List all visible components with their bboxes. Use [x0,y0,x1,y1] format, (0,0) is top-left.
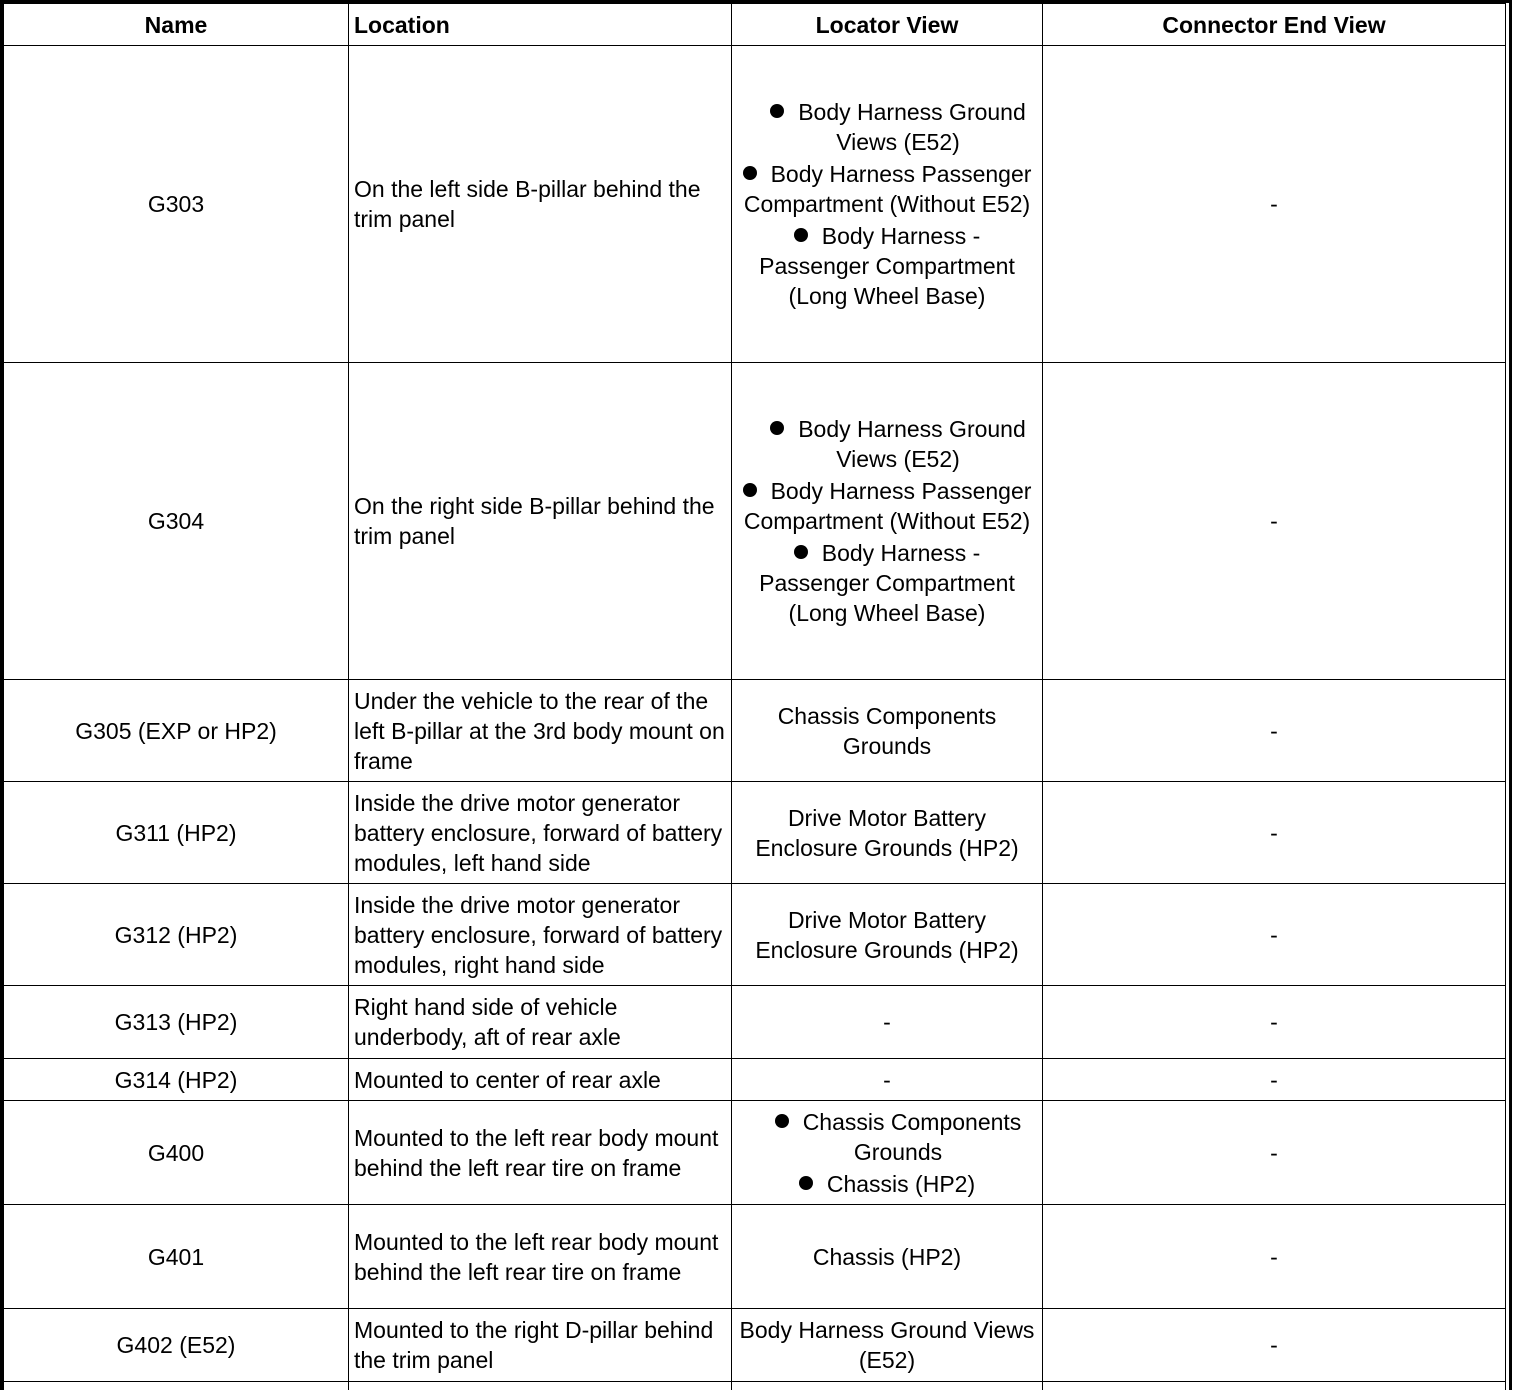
table-row [4,1101,1506,1205]
cell-location: Under the vehicle to the rear of the left B-pillar at the 3rd body mount on frame [349,680,732,782]
table-row [4,680,1506,782]
locator-list-item[interactable] [737,476,1037,536]
locator-link[interactable]: Body Harness - Passenger Compartment (Long Wheel Base) [759,223,1015,309]
cell-name: G303 [4,46,349,363]
locator-list-item[interactable] [737,1169,1037,1199]
bullet-icon [770,421,784,435]
cell-connector-end-view: - [1043,46,1506,363]
locator-link[interactable]: Body Harness Ground Views (E52) [798,416,1026,472]
bullet-icon [743,483,757,497]
table-row [4,1059,1506,1101]
cell-locator-view [732,363,1043,680]
bullet-icon [794,228,808,242]
bullet-icon [794,545,808,559]
right-border [1509,0,1512,1390]
cell-locator-view-empty [732,1382,1043,1390]
cell-name: G401 [4,1205,349,1309]
locator-list-item[interactable] [737,1107,1037,1167]
ground-locations-table [3,3,1506,1390]
cell-connector-end-view: - [1043,1059,1506,1101]
table-row-cut-off [4,1382,1506,1390]
locator-list-item[interactable] [737,97,1037,157]
locator-link[interactable]: Body Harness Passenger Compartment (Without E52) [743,161,1032,217]
cell-location: Inside the drive motor generator battery enclosure, forward of battery modules, left hand side [349,782,732,884]
cell-location: Mounted to the left rear body mount behind the left rear tire on frame [349,1101,732,1205]
cell-locator-view[interactable]: Chassis (HP2) [732,1205,1043,1309]
table-row [4,46,1506,363]
header-connector-end-view: Connector End View [1043,4,1506,46]
table-row [4,884,1506,986]
cell-connector-end-view: - [1043,986,1506,1059]
cell-connector-end-view-empty [1043,1382,1506,1390]
cell-locator-view [732,1101,1043,1205]
cell-name: G400 [4,1101,349,1205]
cell-connector-end-view: - [1043,782,1506,884]
header-name: Name [4,4,349,46]
cell-name: G304 [4,363,349,680]
locator-list-item[interactable] [737,538,1037,628]
cell-name-empty [4,1382,349,1390]
header-locator-view: Locator View [732,4,1043,46]
locator-list-item[interactable] [737,414,1037,474]
cell-name: G313 (HP2) [4,986,349,1059]
cell-location: On the right side B-pillar behind the trim panel [349,363,732,680]
cell-location: Inside the drive motor generator battery enclosure, forward of battery modules, right hand side [349,884,732,986]
cell-location: Mounted to center of rear axle [349,1059,732,1101]
locator-link[interactable]: Body Harness - Passenger Compartment (Long Wheel Base) [759,540,1015,626]
cell-locator-view[interactable]: Drive Motor Battery Enclosure Grounds (HP2) [732,782,1043,884]
cell-location: On the left side B-pillar behind the trim panel [349,46,732,363]
table-row [4,1309,1506,1382]
cell-locator-view [732,46,1043,363]
cell-connector-end-view: - [1043,1309,1506,1382]
cell-locator-view: - [732,986,1043,1059]
table-row [4,986,1506,1059]
cell-location: Mounted to the left rear body mount behind the left rear tire on frame [349,1205,732,1309]
cell-location: Mounted to the right D-pillar behind the trim panel [349,1309,732,1382]
bullet-icon [799,1176,813,1190]
cell-name: G305 (EXP or HP2) [4,680,349,782]
locator-list [737,1107,1037,1199]
locator-link[interactable]: Body Harness Passenger Compartment (Without E52) [743,478,1032,534]
left-border [0,0,3,1390]
locator-list-item[interactable] [737,221,1037,311]
locator-link[interactable]: Chassis (HP2) [826,1170,976,1197]
table-row [4,1205,1506,1309]
locator-link[interactable]: Body Harness Ground Views (E52) [798,99,1026,155]
cell-location: Right hand side of vehicle underbody, aft of rear axle [349,986,732,1059]
locator-link[interactable]: Chassis Components Grounds [802,1108,1022,1165]
cell-location-empty [349,1382,732,1390]
table-row [4,782,1506,884]
header-location: Location [349,4,732,46]
bullet-icon [743,166,757,180]
locator-list [737,414,1037,628]
cell-name: G311 (HP2) [4,782,349,884]
cell-locator-view[interactable]: Body Harness Ground Views (E52) [732,1309,1043,1382]
cell-name: G402 (E52) [4,1309,349,1382]
cell-name: G314 (HP2) [4,1059,349,1101]
bullet-icon [770,104,784,118]
cell-connector-end-view: - [1043,363,1506,680]
header-row [4,4,1506,46]
cell-connector-end-view: - [1043,1101,1506,1205]
cell-name: G312 (HP2) [4,884,349,986]
table-row [4,363,1506,680]
top-border [0,0,1512,3]
cell-locator-view[interactable]: Drive Motor Battery Enclosure Grounds (HP2) [732,884,1043,986]
cell-connector-end-view: - [1043,884,1506,986]
locator-list-item[interactable] [737,159,1037,219]
bullet-icon [775,1114,789,1128]
cell-locator-view: - [732,1059,1043,1101]
grounds-table-frame [3,3,1507,1390]
cell-locator-view[interactable]: Chassis Components Grounds [732,680,1043,782]
cell-connector-end-view: - [1043,1205,1506,1309]
cell-connector-end-view: - [1043,680,1506,782]
locator-list [737,97,1037,311]
